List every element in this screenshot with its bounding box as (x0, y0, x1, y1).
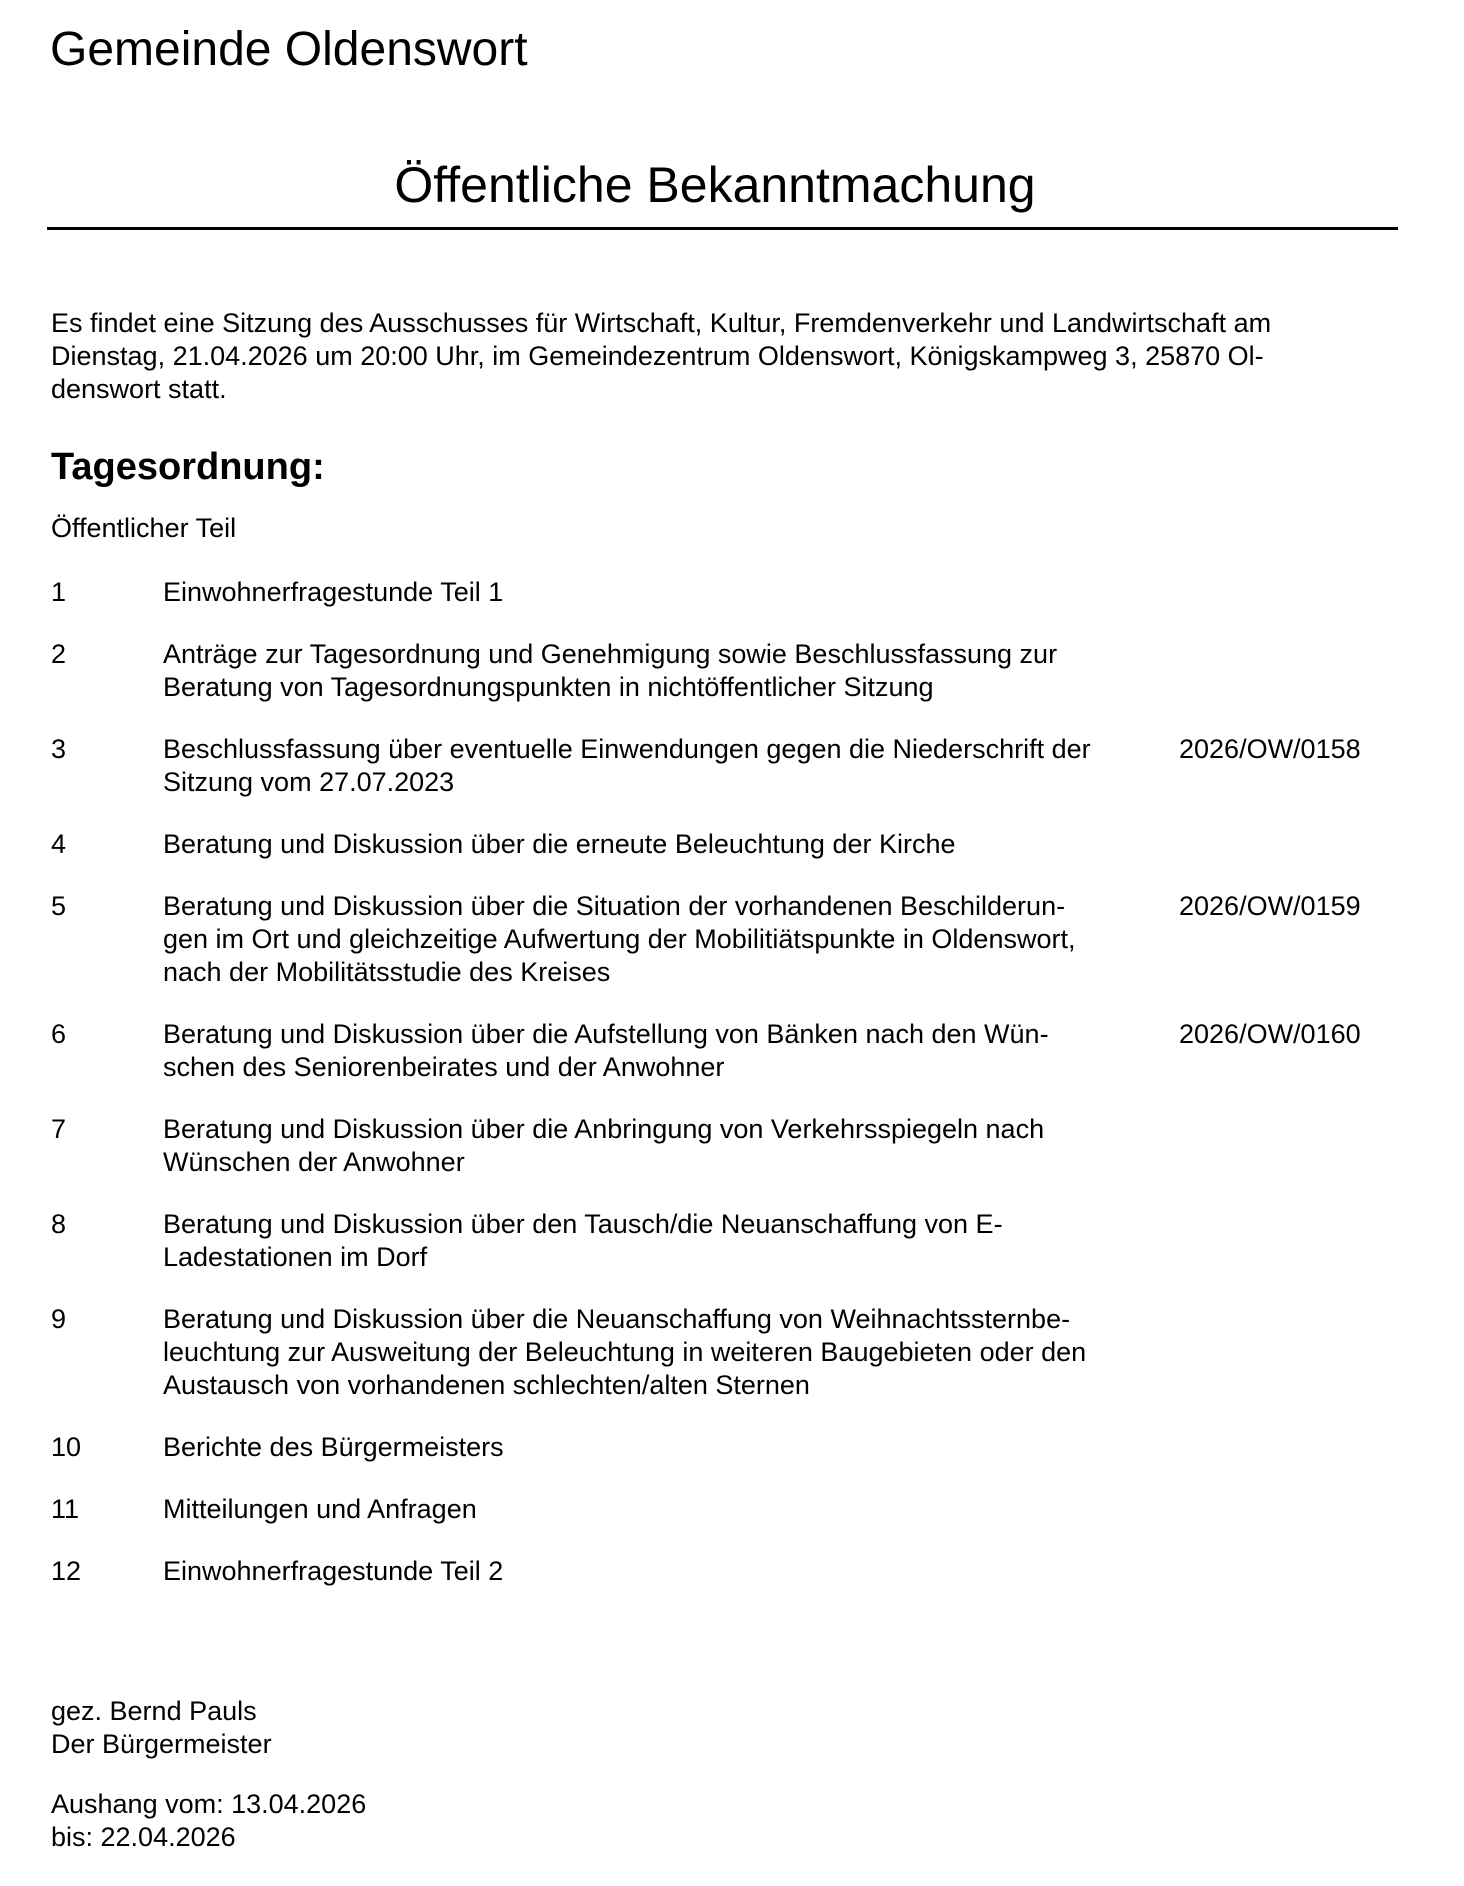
agenda-item-text (163, 576, 1203, 609)
agenda-item-reference: 2026/OW/0160 (1179, 1019, 1361, 1049)
municipality-name: Gemeinde Oldenswort (50, 23, 528, 76)
agenda-item-number: 2 (51, 639, 67, 669)
title-divider (47, 227, 1398, 230)
agenda-item-text (163, 890, 1203, 989)
intro-paragraph (51, 307, 1396, 406)
agenda-heading: Tagesordnung: (51, 446, 325, 488)
agenda-item-line: Sitzung vom 27.07.2023 (163, 767, 455, 797)
agenda-item-number: 9 (51, 1304, 67, 1334)
agenda-item-line: Beratung und Diskussion über die Anbringung von Verkehrsspiegeln nach (163, 1114, 1045, 1144)
agenda-item-text (163, 1113, 1203, 1179)
agenda-section-public: Öffentlicher Teil (51, 513, 237, 543)
document-title: Öffentliche Bekanntmachung (394, 157, 1036, 213)
agenda-item-number: 4 (51, 829, 67, 859)
agenda-item-text (163, 1493, 1203, 1526)
agenda-item-text (163, 733, 1203, 799)
agenda-item-number: 11 (51, 1494, 80, 1524)
agenda-item-line: Berichte des Bürgermeisters (163, 1432, 504, 1462)
agenda-item-line: leuchtung zur Ausweitung der Beleuchtung in weiteren Baugebieten oder den (163, 1337, 1087, 1367)
agenda-item-number: 7 (51, 1114, 67, 1144)
agenda-item-number: 6 (51, 1019, 67, 1049)
agenda-item-line: nach der Mobilitätsstudie des Kreises (163, 957, 611, 987)
agenda-item-number: 12 (51, 1556, 82, 1586)
agenda-item-line: Wünschen der Anwohner (163, 1147, 465, 1177)
agenda-item-line: schen des Seniorenbeirates und der Anwohner (163, 1052, 725, 1082)
agenda-item-text (163, 1208, 1203, 1274)
intro-line: denswort statt. (51, 374, 227, 404)
agenda-item-line: Einwohnerfragestunde Teil 1 (163, 577, 504, 607)
agenda-item-line: Beratung von Tagesordnungspunkten in nichtöffentlicher Sitzung (163, 672, 934, 702)
agenda-item-text (163, 1431, 1203, 1464)
agenda-item-line: gen im Ort und gleichzeitige Aufwertung der Mobilitiätspunkte in Oldenswort, (163, 924, 1076, 954)
agenda-item-line: Beratung und Diskussion über die erneute Beleuchtung der Kirche (163, 829, 956, 859)
intro-line: Es findet eine Sitzung des Ausschusses für Wirtschaft, Kultur, Fremdenverkehr und Landwirtschaft am (51, 308, 1272, 338)
agenda-item-line: Anträge zur Tagesordnung und Genehmigung sowie Beschlussfassung zur (163, 639, 1058, 669)
posting-until: bis: 22.04.2026 (51, 1822, 236, 1852)
agenda-item-number: 5 (51, 891, 67, 921)
agenda-item-line: Austausch von vorhandenen schlechten/alten Sternen (163, 1370, 810, 1400)
posting-period (51, 1788, 366, 1854)
agenda-item-text (163, 828, 1203, 861)
agenda-item-number: 8 (51, 1209, 67, 1239)
agenda-item-text (163, 1303, 1203, 1402)
agenda-item-line: Ladestationen im Dorf (163, 1242, 428, 1272)
posting-from: Aushang vom: 13.04.2026 (51, 1789, 367, 1819)
agenda-item-text (163, 1555, 1203, 1588)
agenda-item-line: Beratung und Diskussion über die Neuanschaffung von Weihnachtssternbe- (163, 1304, 1071, 1334)
agenda-item-text (163, 638, 1203, 704)
agenda-item-reference: 2026/OW/0159 (1179, 891, 1361, 921)
agenda-item-line: Beratung und Diskussion über den Tausch/die Neuanschaffung von E- (163, 1209, 1003, 1239)
signatory-name: gez. Bernd Pauls (51, 1696, 257, 1726)
agenda-item-line: Einwohnerfragestunde Teil 2 (163, 1556, 504, 1586)
agenda-item-number: 3 (51, 734, 67, 764)
agenda-item-line: Beratung und Diskussion über die Aufstellung von Bänken nach den Wün- (163, 1019, 1049, 1049)
agenda-item-line: Beratung und Diskussion über die Situation der vorhandenen Beschilderun- (163, 891, 1066, 921)
intro-line: Dienstag, 21.04.2026 um 20:00 Uhr, im Gemeindezentrum Oldenswort, Königskampweg 3, 25870 Ol- (51, 341, 1264, 371)
agenda-item-line: Mitteilungen und Anfragen (163, 1494, 477, 1524)
agenda-item-text (163, 1018, 1203, 1084)
signatory-role: Der Bürgermeister (51, 1729, 272, 1759)
signature-block (51, 1695, 272, 1761)
agenda-item-number: 1 (51, 577, 67, 607)
agenda-item-number: 10 (51, 1432, 82, 1462)
agenda-item-reference: 2026/OW/0158 (1179, 734, 1361, 764)
agenda-item-line: Beschlussfassung über eventuelle Einwendungen gegen die Niederschrift der (163, 734, 1091, 764)
